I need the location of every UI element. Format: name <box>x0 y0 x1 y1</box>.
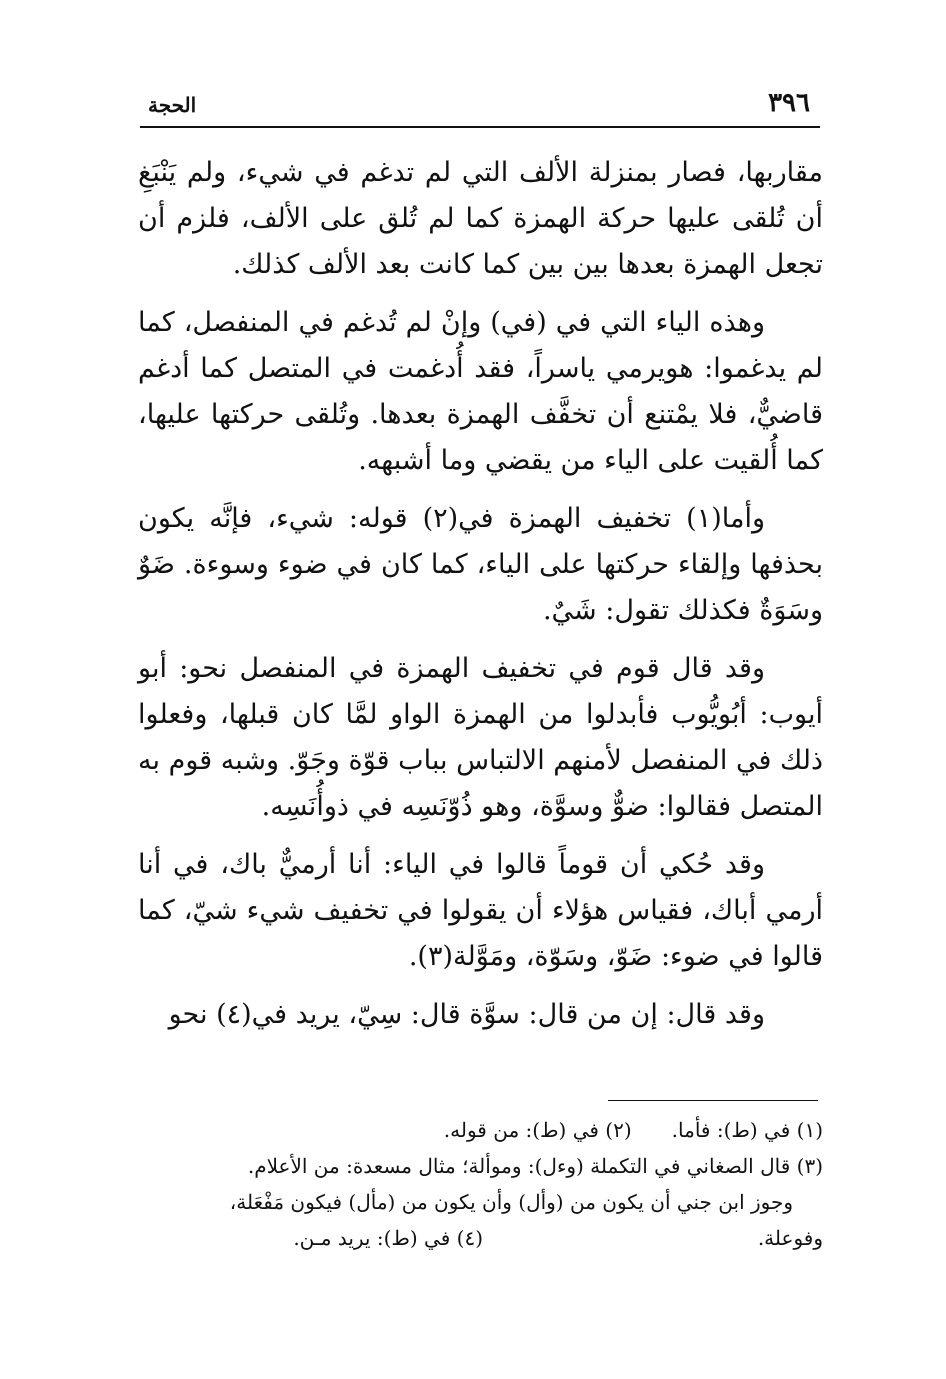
page-number: ٣٩٦ <box>768 88 810 118</box>
footnote-3-line-2: وجوز ابن جني أن يكون من (وأل) وأن يكون من (مأل) فيكون مَفْعَلة، <box>229 1190 793 1214</box>
footnote-4: (٤) في (ط): يريد مـن. <box>293 1226 483 1250</box>
footnotes <box>138 1112 823 1256</box>
footnote-1: (١) في (ط): فأما. <box>671 1118 823 1142</box>
page-header <box>140 88 820 124</box>
footnote-3-line-1: (٣) قال الصغاني في التكملة (وءل): وموألة؛ مثال مسعدة: من الأعلام. <box>247 1154 823 1178</box>
paragraph-4: وقد قال قوم في تخفيف الهمزة في المنفصل نحو: أبو أيوب: أبُويُّوب فأبدلوا من الهمزة الواو لمَّا كان قبلها، وفعلوا ذلك في المنفصل لأمنهم الالتباس بباب قوّة وجَوّ. وشبه قوم به المتصل فقالوا: ضوٌّ وسوَّة، وهو ذُوّنَسِه في ذوأُنَسِه. <box>138 653 823 822</box>
footnote-rule <box>608 1100 818 1101</box>
paragraph-2: وهذه الياء التي في (في) وإنْ لم تُدغم في المنفصل، كما لم يدغموا: هويرمي ياسراً، فقد أُدغمت في المتصل كما أدغم قاضيٌّ، فلا يمْتنع أن تخفَّف الهمزة بعدها. وتُلقى حركتها عليها، كما أُلقيت على الياء من يقضي وما أشبهه. <box>138 307 823 476</box>
footnote-3-line-3: وفوعلة. <box>757 1226 823 1250</box>
footnote-row-4 <box>138 1220 823 1256</box>
paragraph-5: وقد حُكي أن قوماً قالوا في الياء: أنا أرميٌّ باك، في أنا أرمي أباك، فقياس هؤلاء أن يقولوا في تخفيف شيء شيّ، كما قالوا في ضوء: ضَوّ، وسَوّة، ومَوَّلة(٣). <box>138 849 823 972</box>
running-head: الحجة <box>148 93 197 117</box>
footnote-2: (٢) في (ط): من قوله. <box>443 1118 632 1142</box>
footnote-row-1 <box>138 1112 823 1148</box>
main-text <box>138 150 823 1050</box>
paragraph-1: مقاربها، فصار بمنزلة الألف التي لم تدغم في شيء، ولم يَنْبَغِ أن تُلقى عليها حركة الهمزة كما لم تُلق على الألف، فلزم أن تجعل الهمزة بعدها بين بين كما كانت بعد الألف كذلك. <box>138 157 823 280</box>
header-rule <box>140 126 820 128</box>
paragraph-6: وقد قال: إن من قال: سوَّة قال: سِيّ، يريد في(٤) نحو <box>168 999 765 1030</box>
paragraph-3: وأما(١) تخفيف الهمزة في(٢) قوله: شيء، فإنَّه يكون بحذفها وإلقاء حركتها على الياء، كما كان في ضوء وسوءة. ضَوٌ وسَوَةٌ فكذلك تقول: شَيٌ. <box>138 503 823 626</box>
